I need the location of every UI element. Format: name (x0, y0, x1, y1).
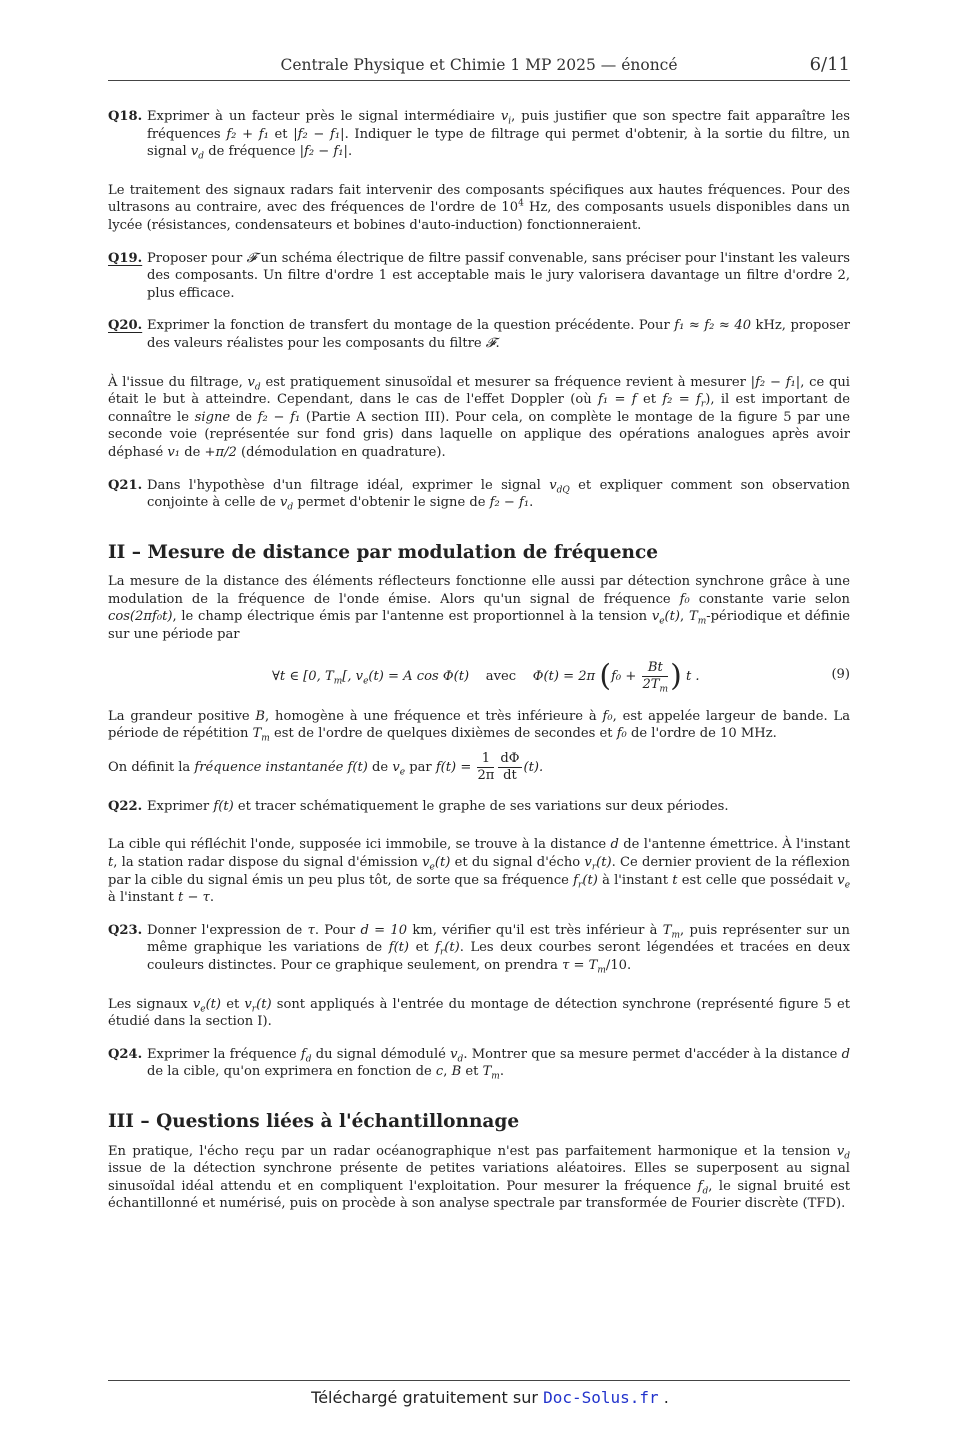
question-q24 (108, 1046, 850, 1081)
question-q22 (108, 798, 850, 816)
question-label: Q19. (108, 250, 143, 266)
running-header (108, 54, 850, 81)
page-number: 6/11 (809, 54, 850, 75)
paragraph-signaux: Les signaux $v_e(t)$ et $v_r(t)$ sont appliqués à l'entrée du montage de détection synchrone (représenté figure 5 et étudié dans la section I). (108, 996, 850, 1030)
question-text: Exprimer f(t) et tracer schématiquement le graphe de ses variations sur deux périodes. (147, 798, 729, 814)
question-q19 (108, 250, 850, 303)
question-label: Q23. (108, 922, 143, 938)
equation-body: ∀t ∈ [0, $T_m$[, $v_e(t) = A$ cos Φ(t) avec Φ(t) = 2π (f₀ + $\frac{Bt}{2T_m}$ ) t . (272, 658, 700, 695)
paragraph-definition: On définit la fréquence instantanée f(t) de $v_e$ par f(t) = $\frac{1}{2\pi}$ $\frac{d\Phi}{dt}$ (t). (108, 750, 544, 783)
question-text: Proposer pour 𝓕 un schéma électrique de filtre passif convenable, sans préciser pour l'instant les valeurs des composants. Un filtre d'ordre 1 est acceptable mais le jury valorisera davantage un filtre d'ordre 2, plus efficace. (147, 250, 850, 301)
question-text: Donner l'expression de τ. Pour d = 10 km, vérifier qu'il est très inférieur à $T_m$, puis représenter sur un même graphique les variations de f(t) et $f_r(t)$. Les deux courbes seront légendées et tracées en deux couleurs distinctes. Pour ce graphique seulement, on prendra $\tau = T_m/10$. (147, 922, 850, 976)
question-text: Dans l'hypothèse d'un filtrage idéal, exprimer le signal $v_{dQ}$ et expliquer comment son observation conjointe à celle de $v_d$ permet d'obtenir le signe de f₂ − f₁. (147, 477, 850, 513)
section-heading-iii: III – Questions liées à l'échantillonnage (108, 1110, 520, 1132)
question-q23 (108, 922, 850, 975)
page-content (108, 108, 850, 1228)
equation-9 (108, 652, 850, 698)
question-text: Exprimer la fréquence $f_d$ du signal démodulé $v_d$. Montrer que sa mesure permet d'accéder à la distance d de la cible, qu'on exprimera en fonction de c, B et $T_m$. (147, 1046, 850, 1082)
question-q20 (108, 317, 850, 352)
paragraph-mesure: La mesure de la distance des éléments réflecteurs fonctionne elle aussi par détection synchrone grâce à une modulation de la fréquence de l'onde émise. Alors qu'un signal de fréquence f₀ constante varie selon cos(2πf₀t), le champ électrique émis par l'antenne est proportionnel à la tension $v_e(t)$, $T_m$-périodique et définie sur une période par (108, 574, 851, 643)
question-text: Exprimer la fonction de transfert du montage de la question précédente. Pour f₁ ≈ f₂ ≈ 40 kHz, proposer des valeurs réalistes pour les composants du filtre 𝓕. (147, 318, 850, 351)
paragraph-cible: La cible qui réfléchit l'onde, supposée ici immobile, se trouve à la distance d de l'antenne émettrice. À l'instant t, la station radar dispose du signal d'émission $v_e(t)$ et du signal d'écho $v_r(t)$. Ce dernier provient de la réflexion par la cible du signal émis un peu plus tôt, de sorte que sa fréquence $f_r(t)$ à l'instant t est celle que possédait $v_e$ à l'instant t − τ. (108, 837, 851, 906)
question-label: Q22. (108, 798, 143, 814)
question-label: Q21. (108, 477, 143, 493)
doc-solus-link[interactable]: Doc-Solus.fr (543, 1388, 659, 1407)
header-title: Centrale Physique et Chimie 1 MP 2025 — énoncé (280, 56, 678, 74)
question-label: Q20. (108, 318, 143, 334)
paragraph-traitement: Le traitement des signaux radars fait intervenir des composants spécifiques aux hautes fréquences. Pour des ultrasons au contraire, avec des fréquences de l'ordre de $10^4$ Hz, des composants usuels disponibles dans un lycée (résistances, condensateurs et bobines d'auto-induction) fonctionneraient. (108, 182, 850, 233)
section-heading-ii: II – Mesure de distance par modulation de fréquence (108, 541, 658, 563)
paragraph-pratique: En pratique, l'écho reçu par un radar océanographique n'est pas parfaitement harmonique et la tension $v_d$ issue de la détection synchrone présente de petites variations aléatoires. Elles se superposent au signal sinusoïdal idéal attendu et en compliquent l'exploitation. Pour mesurer la fréquence $f_d$, le signal bruité est échantillonné et numérisé, puis on procède à son analyse spectrale par transformée de Fourier discrète (TFD). (108, 1143, 851, 1212)
question-text: Exprimer à un facteur près le signal intermédiaire $v_i$, puis justifier que son spectre fait apparaître les fréquences f₂ + f₁ et |f₂ − f₁|. Indiquer le type de filtrage qui permet d'obtenir, à la sortie du filtre, un signal $v_d$ de fréquence |f₂ − f₁|. (147, 109, 850, 162)
footer-rule (108, 1380, 850, 1381)
paragraph-issue: À l'issue du filtrage, $v_d$ est pratiquement sinusoïdal et mesurer sa fréquence revient à mesurer |f₂ − f₁|, ce qui était le but à atteindre. Cependant, dans le cas de l'effet Doppler (où f₁ = f et $f_2 = f_r$), il est important de connaître le signe de f₂ − f₁ (Partie A section III). Pour cela, on complète le montage de la figure 5 par une seconde voie (représentée sur fond gris) dans laquelle on applique des opérations analogues après avoir déphasé v₁ de +π/2 (démodulation en quadrature). (108, 374, 850, 460)
equation-number: (9) (831, 666, 850, 682)
question-label: Q18. (108, 109, 143, 124)
question-label: Q24. (108, 1046, 143, 1062)
footer: Téléchargé gratuitement sur Doc-Solus.fr . (311, 1388, 669, 1407)
question-q18 (108, 108, 850, 161)
question-q21 (108, 477, 850, 512)
paragraph-grandeur: La grandeur positive B, homogène à une fréquence et très inférieure à f₀, est appelée largeur de bande. La période de répétition $T_m$ est de l'ordre de quelques dixièmes de secondes et f₀ de l'ordre de 10 MHz. (108, 708, 850, 744)
footer-text: Téléchargé gratuitement sur (311, 1388, 544, 1407)
